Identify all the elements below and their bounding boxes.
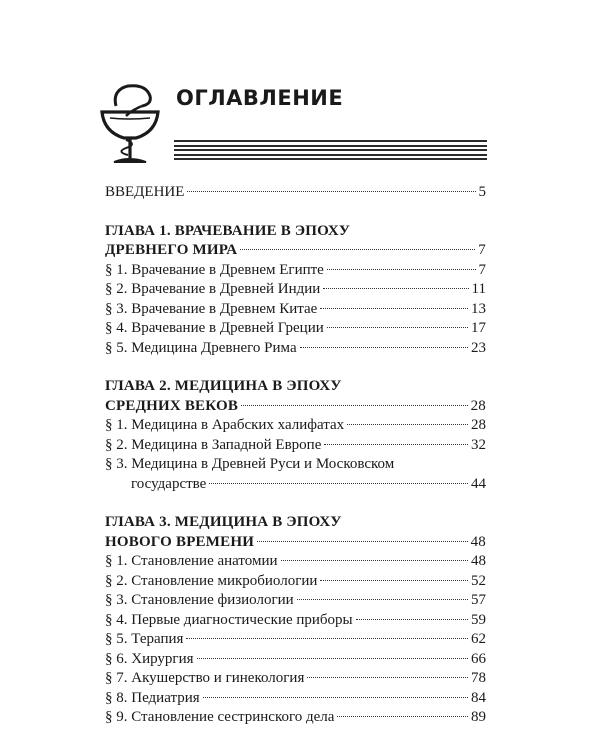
header-stripes (174, 140, 487, 160)
dot-leader (209, 483, 468, 484)
dot-leader (281, 560, 468, 561)
dot-leader (320, 308, 468, 309)
toc-entry-section[interactable]: § 1. Врачевание в Древнем Египте 7 (105, 261, 486, 278)
dot-leader (320, 580, 468, 581)
toc-entry-section[interactable]: § 4. Первые диагностические приборы 59 (105, 611, 486, 628)
toc-entry-section[interactable]: § 5. Терапия 62 (105, 631, 486, 647)
toc-entry-section[interactable]: § 3. Врачевание в Древнем Китае 13 (105, 300, 486, 317)
toc-entry-section[interactable]: § 6. Хирургия 66 (105, 650, 486, 667)
toc-entry-section[interactable]: § 3. Становление физиологии 57 (105, 592, 486, 608)
dot-leader (300, 347, 468, 348)
chapter-title[interactable]: ГЛАВА 1. ВРАЧЕВАНИЕ В ЭПОХУ (105, 222, 351, 239)
dot-leader (186, 638, 468, 639)
page-title: ОГЛАВЛЕНИЕ (176, 86, 344, 110)
dot-leader (187, 191, 475, 192)
dot-leader (323, 288, 468, 289)
toc-entry-section[interactable]: § 1. Становление анатомии 48 (105, 553, 486, 569)
toc-entry-section-line[interactable]: § 3. Медицина в Древней Руси и Московском (105, 456, 395, 472)
dot-leader (240, 249, 475, 250)
dot-leader (347, 424, 468, 425)
dot-leader (203, 697, 468, 698)
toc-entry-section[interactable]: § 4. Врачевание в Древней Греции 17 (105, 320, 486, 336)
toc-entry-section[interactable]: § 2. Становление микробиологии 52 (105, 572, 486, 589)
dot-leader (197, 658, 469, 659)
toc-entry-section[interactable]: государстве 44 (131, 475, 486, 492)
table-of-contents (105, 183, 486, 728)
toc-entry-section[interactable]: § 5. Медицина Древнего Рима 23 (105, 339, 486, 356)
dot-leader (241, 405, 468, 406)
toc-entry-section[interactable]: § 9. Становление сестринского дела 89 (105, 709, 486, 725)
toc-entry-chapter[interactable]: СРЕДНИХ ВЕКОВ 28 (105, 397, 486, 414)
dot-leader (337, 716, 468, 717)
chapter-title[interactable]: ГЛАВА 2. МЕДИЦИНА В ЭПОХУ (105, 378, 342, 394)
dot-leader (327, 269, 476, 270)
dot-leader (307, 677, 468, 678)
toc-entry-section[interactable]: § 7. Акушерство и гинекология 78 (105, 670, 486, 686)
toc-entry-section[interactable]: § 8. Педиатрия 84 (105, 689, 486, 706)
chapter-title[interactable]: ГЛАВА 3. МЕДИЦИНА В ЭПОХУ (105, 514, 342, 530)
toc-entry-intro[interactable]: ВВЕДЕНИЕ 5 (105, 184, 486, 200)
toc-entry-section[interactable]: § 1. Медицина в Арабских халифатах 28 (105, 417, 486, 433)
dot-leader (327, 327, 468, 328)
dot-leader (324, 444, 468, 445)
toc-entry-section[interactable]: § 2. Медицина в Западной Европе 32 (105, 436, 486, 453)
dot-leader (257, 541, 468, 542)
dot-leader (297, 599, 468, 600)
toc-entry-section[interactable]: § 2. Врачевание в Древней Индии 11 (105, 281, 486, 297)
toc-entry-chapter[interactable]: НОВОГО ВРЕМЕНИ 48 (105, 533, 486, 550)
bowl-of-hygieia-icon (96, 76, 164, 166)
dot-leader (356, 619, 468, 620)
toc-entry-chapter[interactable]: ДРЕВНЕГО МИРА 7 (105, 242, 486, 258)
